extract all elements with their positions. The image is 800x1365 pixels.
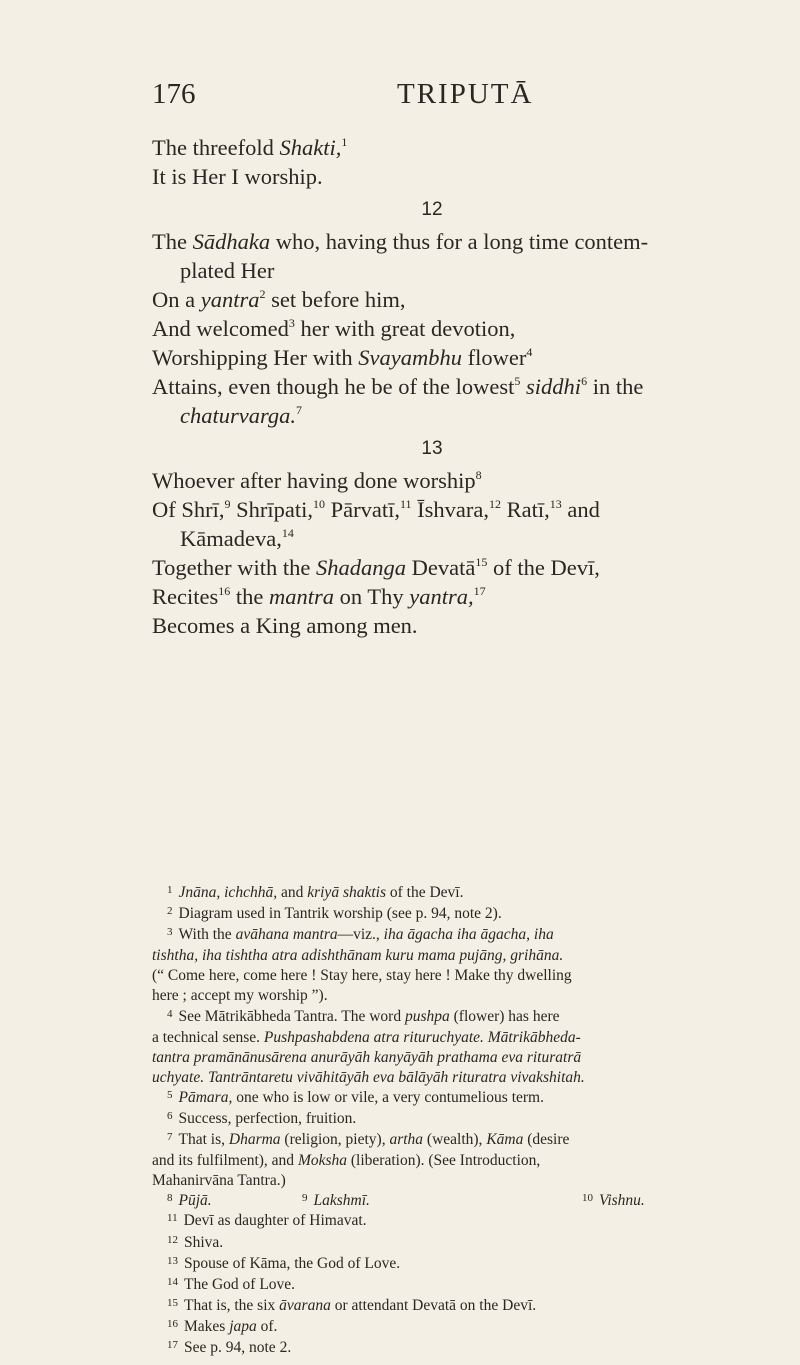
verse-line: Of Shrī,$^9$ Shrīpati,$^{10}$ Pārvatī,$^{11}$ Īshvara,$^{12}$ Ratī,$^{13}$ and [152,497,600,522]
footnote-cont: here ; accept my worship ”). [152,987,328,1005]
footnote: $^{14}$ The God of Love. [167,1275,296,1293]
footnote-row [152,1191,717,1211]
footnote: $^1$ Jnāna, ichchhā, and kriyā shaktis of the Devī. [167,884,464,901]
page-number: 176 [152,78,196,110]
verse-line: Becomes a King among men. [152,613,418,638]
footnote: $^{17}$ See p. 94, note 2. [167,1338,292,1356]
verse-line: Whoever after having done worship$^8$ [152,468,482,493]
footnote: $^{12}$ Shiva. [167,1233,224,1251]
footnote-cont: (“ Come here, come here ! Stay here, stay here ! Make thy dwelling [152,967,572,985]
verse-number: 13 [421,438,443,459]
footnote-cont: Mahanirvāna Tantra.) [152,1172,286,1190]
verse-line: Worshipping Her with Svayambhu flower$^4$ [152,345,533,370]
verse-line: The Sādhaka who, having thus for a long time contem- [152,229,649,254]
footnote: $^{15}$ That is, the six āvarana or attendant Devatā on the Devī. [167,1296,537,1314]
verse-line: Together with the Shadanga Devatā$^{15}$ of the Devī, [152,555,600,580]
verse-line: And welcomed$^3$ her with great devotion, [152,316,516,341]
footnote-cont: tantra pramānānusārena anurāyāh kanyāyāh prathama eva rituratrā [152,1048,582,1066]
footnote-cont: and its fulfilment), and Moksha (liberation). (See Introduction, [152,1152,541,1170]
verse-line: Kāmadeva,$^{14}$ [180,526,294,551]
footnote-cont: uchyate. Tantrāntaretu vivāhitāyāh eva bālāyāh rituratra vivakshitah. [152,1068,585,1086]
verse-line: On a yantra$^2$ set before him, [152,287,406,312]
running-head: TRIPUTĀ [397,78,534,110]
footnote: $^8$ Pūjā. [167,1192,212,1210]
footnote: $^{16}$ Makes japa of. [167,1317,278,1335]
footnotes [152,883,717,1359]
verse-line: Attains, even though he be of the lowest$^5$ siddhi$^6$ in the [152,374,644,399]
footnote: $^5$ Pāmara, one who is low or vile, a very contumelious term. [167,1088,544,1106]
footnote: $^4$ See Mātrikābheda Tantra. The word pushpa (flower) has here [167,1007,560,1025]
verse-line: The threefold Shakti,$^1$ [152,135,348,160]
footnote-cont: a technical sense. Pushpashabdena atra rituruchyate. Mātrikābheda- [152,1028,581,1046]
footnote: $^{10}$ Vishnu. [582,1192,645,1210]
footnote: $^6$ Success, perfection, fruition. [167,1110,357,1128]
footnote: $^{11}$ Devī as daughter of Himavat. [167,1212,367,1230]
footnote: $^2$ Diagram used in Tantrik worship (see p. 94, note 2). [167,905,502,923]
footnote: $^3$ With the avāhana mantra—viz., iha āgacha iha āgacha, iha [167,926,554,944]
verse-number: 12 [421,199,443,220]
main-text [152,133,712,640]
verse-line: It is Her I worship. [152,164,323,189]
page-header [152,78,712,118]
footnote-cont: tishtha, iha tishtha atra adishthānam kuru mama pujāng, grihāna. [152,947,564,965]
verse-line: chaturvarga.$^7$ [180,403,303,428]
verse-line: plated Her [180,258,275,283]
footnote: $^{13}$ Spouse of Kāma, the God of Love. [167,1254,401,1272]
verse-line: Recites$^{16}$ the mantra on Thy yantra,$^{17}$ [152,584,486,609]
footnote: $^7$ That is, Dharma (religion, piety), artha (wealth), Kāma (desire [167,1131,570,1149]
footnote: $^9$ Lakshmī. [302,1192,370,1210]
